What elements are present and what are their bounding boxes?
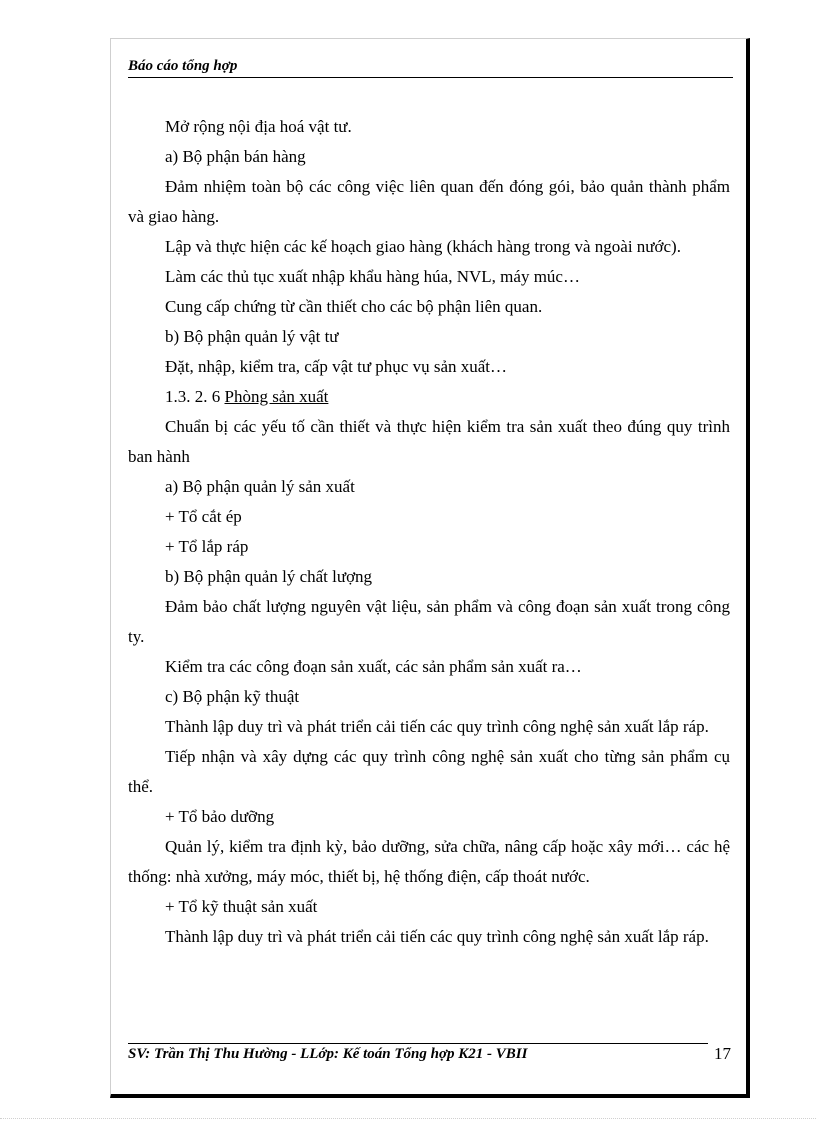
list-item: + Tổ lắp ráp <box>165 537 249 556</box>
section-title-text: Phòng sản xuất <box>224 387 329 406</box>
paragraph: Đặt, nhập, kiểm tra, cấp vật tư phục vụ sản xuất… <box>165 357 508 376</box>
paragraph: Kiểm tra các công đoạn sản xuất, các sản phẩm sản xuất ra… <box>165 657 582 676</box>
page-header: Báo cáo tổng hợp <box>128 58 733 78</box>
paragraph: Cung cấp chứng từ cần thiết cho các bộ phận liên quan. <box>165 297 543 316</box>
paragraph: Thành lập duy trì và phát triển cải tiến các quy trình công nghệ sản xuất lắp ráp. <box>165 717 709 736</box>
paragraph: Mở rộng nội địa hoá vật tư. <box>165 117 352 136</box>
list-item: + Tổ bảo dưỡng <box>165 807 275 826</box>
paragraph: Tiếp nhận và xây dựng các quy trình công nghệ sản xuất cho từng sản phẩm cụ thể. <box>128 747 730 796</box>
document-body <box>128 112 730 952</box>
paragraph: Làm các thủ tục xuất nhập khẩu hàng húa, NVL, máy múc… <box>165 267 580 286</box>
section-heading: b) Bộ phận quản lý chất lượng <box>165 567 373 586</box>
section-title <box>128 382 730 412</box>
page-number: 17 <box>714 1044 731 1063</box>
page-bottom-divider <box>0 1118 816 1119</box>
section-heading: a) Bộ phận bán hàng <box>165 147 306 166</box>
paragraph: Đảm bảo chất lượng nguyên vật liệu, sản phẩm và công đoạn sản xuất trong công ty. <box>128 597 730 646</box>
page-footer: SV: Trần Thị Thu Hường - LLớp: Kế toán Tổng hợp K21 - VBII <box>128 1046 528 1062</box>
list-item: + Tổ kỹ thuật sản xuất <box>165 897 318 916</box>
section-heading: c) Bộ phận kỹ thuật <box>165 687 300 706</box>
list-item: + Tổ cắt ép <box>165 507 242 526</box>
section-heading: b) Bộ phận quản lý vật tư <box>165 327 339 346</box>
section-number: 1.3. 2. 6 <box>165 387 225 406</box>
paragraph: Quản lý, kiểm tra định kỳ, bảo dưỡng, sửa chữa, nâng cấp hoặc xây mới… các hệ thống: nhà xưởng, máy móc, thiết bị, hệ thống điện, cấp thoát nước. <box>128 837 730 886</box>
paragraph: Đảm nhiệm toàn bộ các công việc liên quan đến đóng gói, bảo quản thành phẩm và giao hàng. <box>128 177 730 226</box>
paragraph: Chuẩn bị các yếu tố cần thiết và thực hiện kiểm tra sản xuất theo đúng quy trình ban hành <box>128 417 730 466</box>
footer-divider <box>128 1043 708 1044</box>
section-heading: a) Bộ phận quản lý sản xuất <box>165 477 355 496</box>
paragraph: Lập và thực hiện các kế hoạch giao hàng (khách hàng trong và ngoài nước). <box>165 237 681 256</box>
paragraph: Thành lập duy trì và phát triển cải tiến các quy trình công nghệ sản xuất lắp ráp. <box>165 927 709 946</box>
